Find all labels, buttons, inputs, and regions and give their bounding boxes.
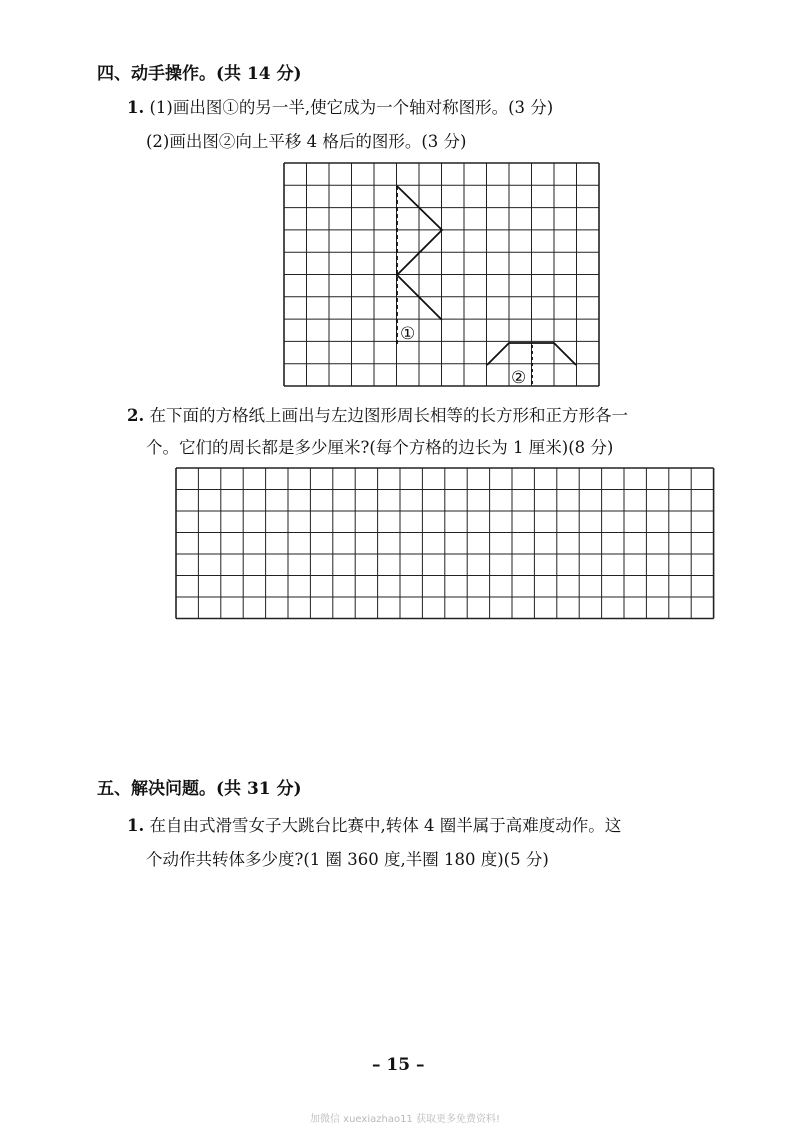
section-5-question-1-number: 1. — [127, 816, 145, 835]
figure-2-label: ② — [511, 368, 527, 388]
section-4-heading: 四、动手操作。(共 14 分) — [97, 64, 302, 84]
section-5-question-1-line-2: 个动作共转体多少度?(1 圈 360 度,半圈 180 度)(5 分) — [146, 850, 549, 869]
question-1-number: 1. — [127, 98, 145, 117]
question-1-part-2: (2)画出图②向上平移 4 格后的图形。(3 分) — [146, 132, 467, 151]
question-2-line-1-text: 在下面的方格纸上画出与左边图形周长相等的长方形和正方形各一 — [149, 406, 628, 425]
section-5-heading: 五、解决问题。(共 31 分) — [97, 779, 302, 799]
footer-watermark: 加微信 xuexiazhao11 获取更多免费资料! — [310, 1114, 500, 1125]
figure-1-label: ① — [400, 324, 416, 344]
question-1-part-1-text: (1)画出图①的另一半,使它成为一个轴对称图形。(3 分) — [149, 98, 554, 117]
page-number: – 15 – — [372, 1055, 425, 1075]
question-2-line-2: 个。它们的周长都是多少厘米?(每个方格的边长为 1 厘米)(8 分) — [146, 438, 614, 457]
section-5-question-1-line-1-text: 在自由式滑雪女子大跳台比赛中,转体 4 圈半属于高难度动作。这 — [149, 816, 622, 835]
question-2-number: 2. — [127, 406, 145, 425]
section-5-question-1-line-1 — [127, 815, 621, 837]
